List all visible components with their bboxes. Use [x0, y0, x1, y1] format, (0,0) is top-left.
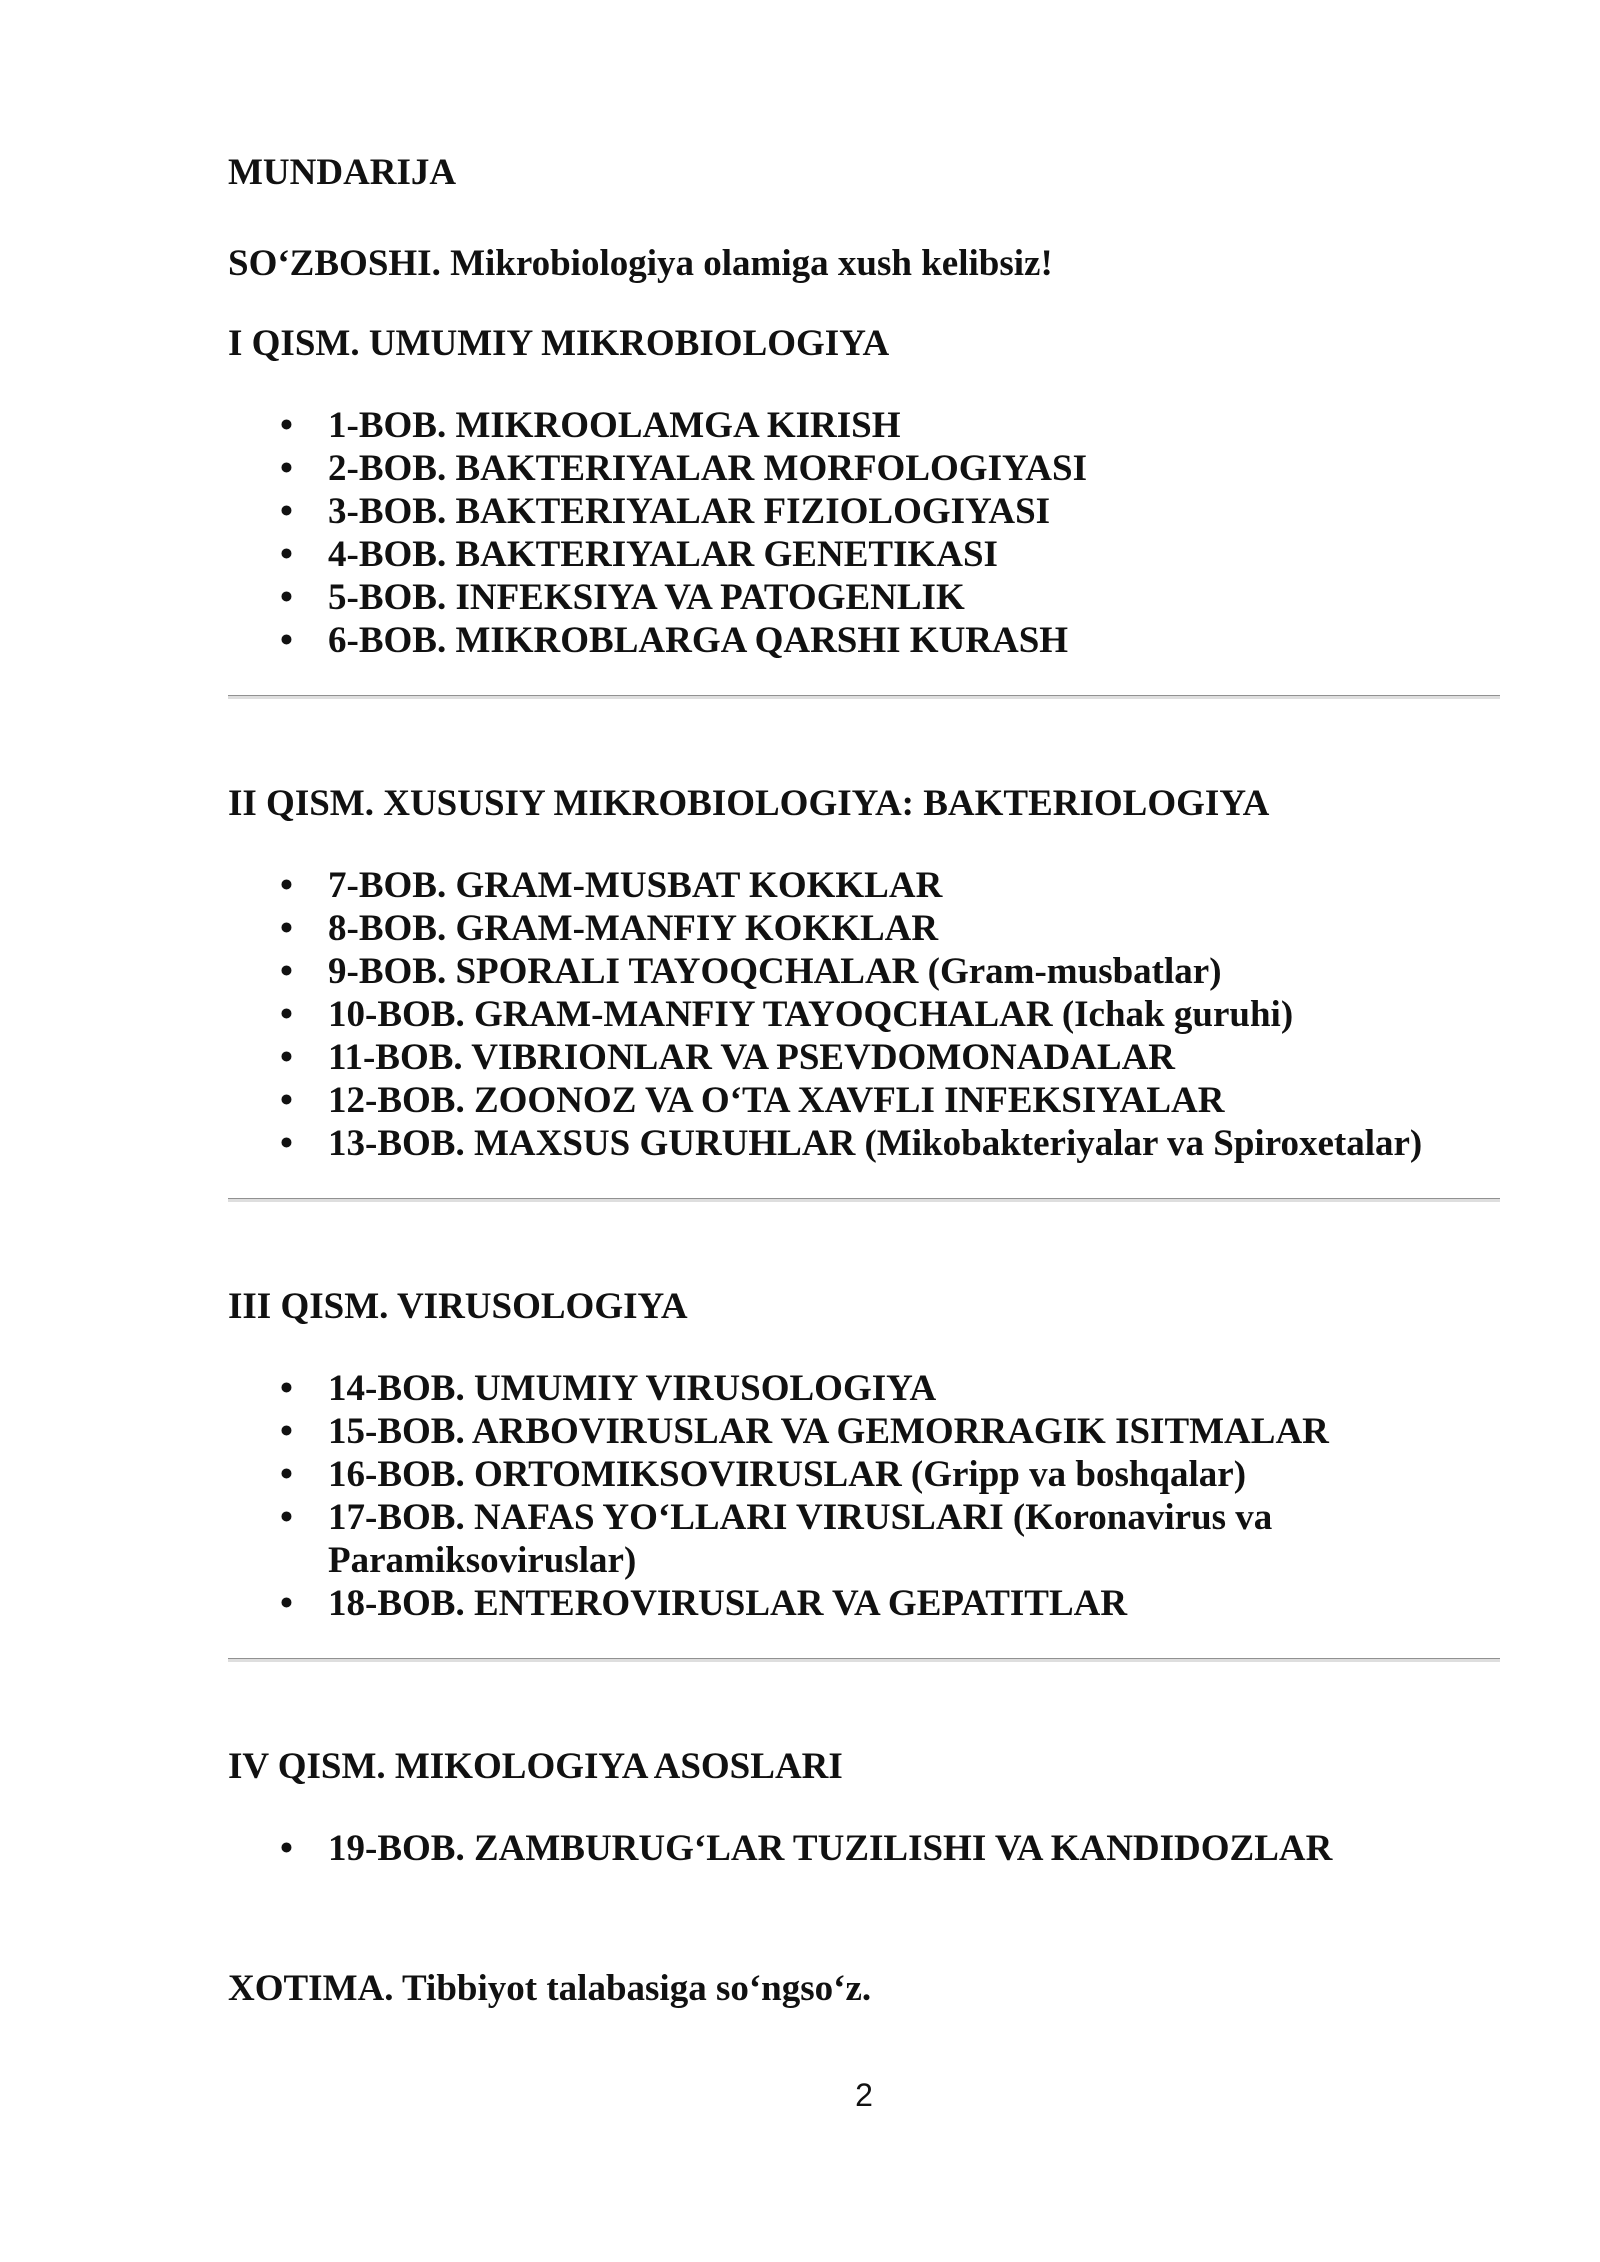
chapter-item: • 4-BOB. BAKTERIYALAR GENETIKASI — [228, 533, 1495, 576]
chapter-item: • 8-BOB. GRAM-MANFIY KOKKLAR — [228, 907, 1495, 950]
section-heading: I QISM. UMUMIY MIKROBIOLOGIYA — [228, 323, 890, 364]
sections-container — [228, 322, 1500, 1870]
closing-line: XOTIMA. Tibbiyot talabasiga so‘ngso‘z. — [228, 1968, 872, 2009]
chapter-item: • 17-BOB. NAFAS YO‘LLARI VIRUSLARI (Koronavirus va Paramiksoviruslar) — [228, 1496, 1495, 1582]
section-divider — [228, 1658, 1500, 1662]
chapter-list — [228, 1367, 1500, 1625]
chapter-item: • 15-BOB. ARBOVIRUSLAR VA GEMORRAGIK ISITMALAR — [228, 1410, 1495, 1453]
section-divider — [228, 695, 1500, 699]
chapter-item: • 19-BOB. ZAMBURUG‘LAR TUZILISHI VA KANDIDOZLAR — [228, 1827, 1495, 1870]
chapter-item: • 6-BOB. MIKROBLARGA QARSHI KURASH — [228, 619, 1495, 662]
page-title: MUNDARIJA — [228, 152, 457, 193]
toc-section — [228, 1285, 1500, 1625]
chapter-list — [228, 864, 1500, 1165]
chapter-item: • 10-BOB. GRAM-MANFIY TAYOQCHALAR (Ichak guruhi) — [228, 993, 1495, 1036]
section-divider — [228, 1198, 1500, 1202]
chapter-item: • 14-BOB. UMUMIY VIRUSOLOGIYA — [228, 1367, 1495, 1410]
section-heading: IV QISM. MIKOLOGIYA ASOSLARI — [228, 1746, 843, 1787]
preface-line: SO‘ZBOSHI. Mikrobiologiya olamiga xush kelibsiz! — [228, 243, 1053, 284]
chapter-item: • 3-BOB. BAKTERIYALAR FIZIOLOGIYASI — [228, 490, 1495, 533]
toc-section — [228, 782, 1500, 1165]
chapter-item: • 2-BOB. BAKTERIYALAR MORFOLOGIYASI — [228, 447, 1495, 490]
chapter-item: • 1-BOB. MIKROOLAMGA KIRISH — [228, 404, 1495, 447]
chapter-item: • 16-BOB. ORTOMIKSOVIRUSLAR (Gripp va boshqalar) — [228, 1453, 1495, 1496]
chapter-item: • 5-BOB. INFEKSIYA VA PATOGENLIK — [228, 576, 1495, 619]
chapter-item: • 12-BOB. ZOONOZ VA O‘TA XAVFLI INFEKSIYALAR — [228, 1079, 1495, 1122]
page-number: 2 — [855, 2077, 873, 2113]
chapter-item: • 18-BOB. ENTEROVIRUSLAR VA GEPATITLAR — [228, 1582, 1495, 1625]
chapter-item: • 7-BOB. GRAM-MUSBAT KOKKLAR — [228, 864, 1495, 907]
toc-section — [228, 1745, 1500, 1870]
chapter-list — [228, 1827, 1500, 1870]
section-heading: III QISM. VIRUSOLOGIYA — [228, 1286, 688, 1327]
section-heading: II QISM. XUSUSIY MIKROBIOLOGIYA: BAKTERIOLOGIYA — [228, 783, 1270, 824]
chapter-item: • 13-BOB. MAXSUS GURUHLAR (Mikobakteriyalar va Spiroxetalar) — [228, 1122, 1495, 1165]
chapter-item: • 9-BOB. SPORALI TAYOQCHALAR (Gram-musbatlar) — [228, 950, 1495, 993]
toc-section — [228, 322, 1500, 662]
chapter-item: • 11-BOB. VIBRIONLAR VA PSEVDOMONADALAR — [228, 1036, 1495, 1079]
chapter-list — [228, 404, 1500, 662]
